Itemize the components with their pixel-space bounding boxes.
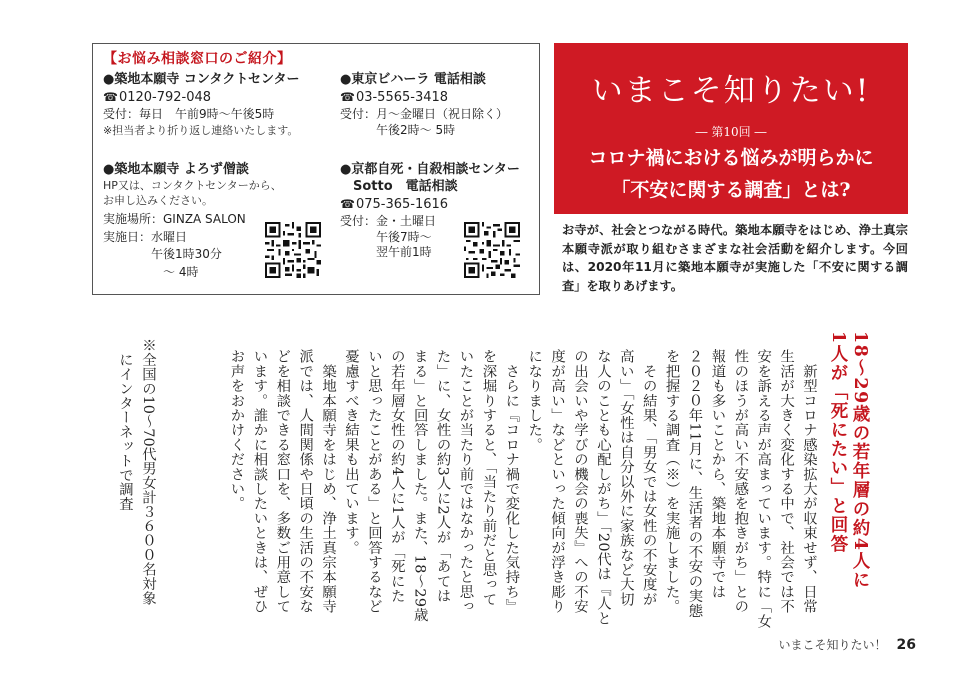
hours-text: 午後7時〜 bbox=[340, 229, 432, 244]
body-line: 築地本願寺をはじめ、浄土真宗本願寺 bbox=[320, 349, 337, 614]
page-number: 26 bbox=[896, 637, 916, 653]
body-line: 生活が大きく変化する中で、社会では不 bbox=[778, 349, 795, 614]
body-line: 報道も多いことから、築地本願寺では bbox=[709, 349, 726, 599]
contact-center-block bbox=[103, 71, 299, 138]
note-text: ※担当者より折り返し連絡いたします。 bbox=[103, 123, 299, 137]
center-name: ●築地本願寺 よろず僧談 bbox=[103, 162, 249, 177]
body-line: いたことが当たり前ではなかったと思っ bbox=[457, 349, 474, 614]
center-name: ●東京ビハーラ 電話相談 bbox=[340, 72, 486, 87]
body-line: になりました。 bbox=[526, 349, 543, 452]
body-line: 度が高い」などといった傾向が浮き彫り bbox=[549, 349, 566, 614]
body-line: 安を訴える声が高まっています。特に「女 bbox=[755, 349, 772, 629]
survey-footnote: にインターネットで調査 bbox=[117, 338, 133, 511]
hours-text: 午後2時〜 5時 bbox=[340, 122, 456, 137]
body-line: の出会いや学びの機会の喪失』への不安 bbox=[572, 349, 588, 614]
qr-code-icon[interactable] bbox=[464, 222, 520, 278]
body-line: その結果、「男女では女性の不安度が bbox=[640, 349, 657, 607]
consultation-heading: 【お悩み相談窓口のご紹介】 bbox=[103, 51, 292, 67]
article-title-line: 「不安に関する調査」とは? bbox=[611, 179, 851, 201]
time-text: 午後1時30分 bbox=[103, 247, 222, 261]
article-headline: 18〜29歳の若年層の約4人に bbox=[850, 331, 870, 590]
body-line: 高い」「女性は自分以外に家族など大切 bbox=[617, 349, 634, 607]
qr-code-icon[interactable] bbox=[265, 222, 321, 278]
body-line: を把握する調査（※）を実施しました。 bbox=[663, 349, 680, 614]
date-text: 実施日：水曜日 bbox=[103, 229, 188, 244]
body-line: た」に、女性の約3人に2人が「あては bbox=[434, 349, 451, 604]
body-line: 新型コロナ感染拡大が収束せず、日常 bbox=[801, 349, 817, 614]
body-line: 憂慮すべき結果も出ています。 bbox=[343, 349, 359, 555]
article-title-line: コロナ禍における悩みが明らかに bbox=[588, 147, 874, 169]
running-title: いまこそ知りたい！ bbox=[778, 638, 887, 652]
episode-number: ― 第10回 ― bbox=[695, 125, 767, 139]
article-headline: 1人が「死にたい」と回答 bbox=[828, 331, 848, 554]
body-line: 派では、人間関係や日頃の生活の不安な bbox=[297, 349, 314, 614]
page-footer bbox=[779, 636, 917, 653]
vihara-block bbox=[340, 71, 508, 138]
body-line: を深堀りすると、「当たり前だと思って bbox=[480, 349, 497, 607]
phone-number: ☎075-365-1616 bbox=[340, 197, 449, 212]
body-line: の若年層女性の約4人に1人が「死にた bbox=[388, 349, 405, 604]
phone-icon: ☎ bbox=[340, 90, 355, 104]
body-line: 性のほうが高い不安感を抱きがち」との bbox=[732, 349, 749, 614]
body-line: まる」と回答しました。また、18〜29歳 bbox=[411, 349, 428, 623]
hours-text: 受付：月〜金曜日（祝日除く） bbox=[340, 107, 509, 121]
center-name: ●築地本願寺 コンタクトセンター bbox=[103, 72, 300, 87]
survey-footnote: ※全国の10〜70代男女計３６００名対象 bbox=[140, 338, 156, 606]
yorozu-block bbox=[103, 161, 282, 280]
series-title-panel bbox=[554, 43, 908, 214]
body-line: ２０２０年11月に、生活者の不安の実態 bbox=[686, 349, 703, 618]
body-line: いと思ったことがある」と回答するなど bbox=[365, 349, 382, 614]
center-name: Sotto 電話相談 bbox=[340, 179, 458, 194]
lead-paragraph: お寺が、社会とつながる時代。築地本願寺をはじめ、浄土真宗本願寺派が取り組むさまざまな社会活動を紹介します。今回は、2020年11月に築地本願寺が実施した「不安に関する調査」を取りあげます。 bbox=[562, 223, 908, 293]
hours-text: 翌午前1時 bbox=[340, 245, 432, 259]
time-text: 〜 4時 bbox=[103, 264, 199, 279]
body-line: さらに『コロナ禍で変化した気持ち』 bbox=[503, 349, 520, 614]
body-line: な人のことも心配しがち」「20代は『人と bbox=[594, 349, 611, 626]
hours-text: 受付：金・土曜日 bbox=[340, 214, 437, 228]
center-name: ●京都自死・自殺相談センター bbox=[340, 162, 520, 177]
note-text: HP又は、コンタクトセンターから、 bbox=[103, 179, 282, 192]
body-line: お声をおかけください。 bbox=[228, 349, 245, 511]
body-line: います。誰かに相談したいときは、ぜひ bbox=[251, 349, 268, 614]
body-line: どを相談できる窓口を、多数ご用意して bbox=[274, 349, 291, 614]
phone-icon: ☎ bbox=[340, 197, 355, 211]
phone-number: ☎0120-792-048 bbox=[103, 90, 212, 105]
phone-icon: ☎ bbox=[103, 90, 118, 104]
phone-number: ☎03-5565-3418 bbox=[340, 90, 449, 105]
venue-text: 実施場所：GINZA SALON bbox=[103, 212, 246, 226]
note-text: お申し込みください。 bbox=[103, 194, 213, 207]
consultation-window-box bbox=[92, 43, 540, 295]
hours-text: 受付：毎日 午前9時〜午後5時 bbox=[103, 107, 275, 121]
series-title: いまこそ知りたい! bbox=[591, 73, 871, 109]
